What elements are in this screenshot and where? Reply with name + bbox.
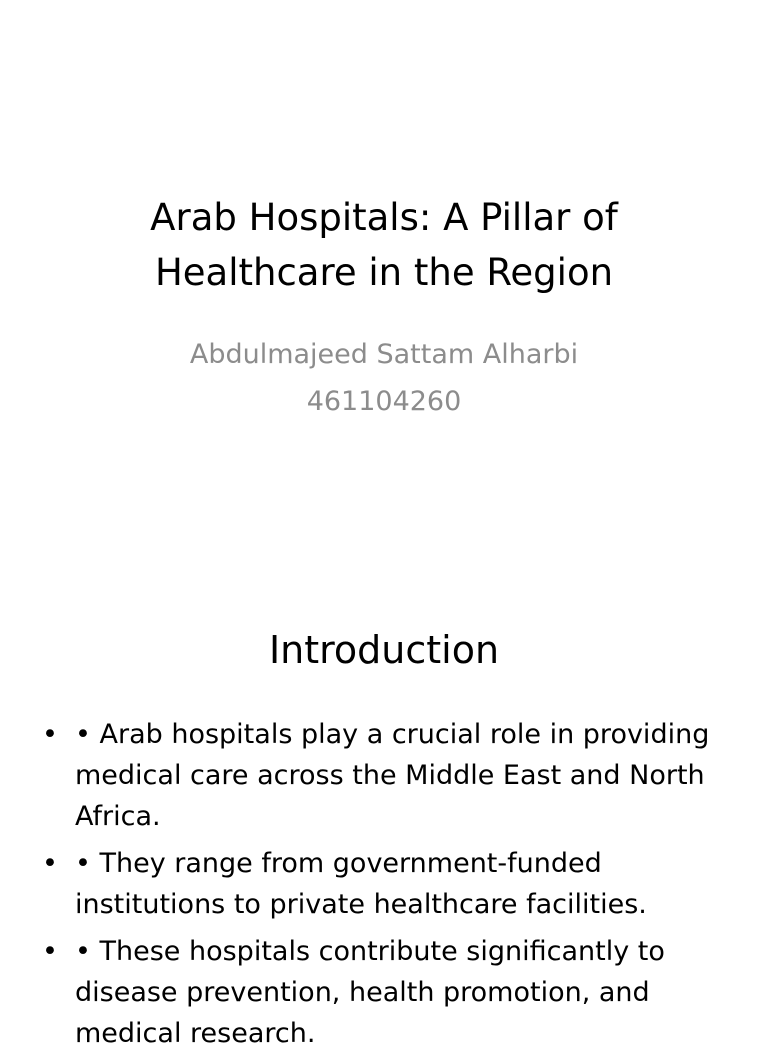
presentation-title: Arab Hospitals: A Pillar of Healthcare in the Region — [150, 196, 618, 294]
list-item — [40, 843, 730, 925]
introduction-slide — [0, 576, 768, 1049]
list-item — [40, 931, 730, 1054]
presentation-subtitle — [60, 331, 708, 425]
bullet-marker: • — [42, 848, 58, 879]
author-id: 461104260 — [306, 386, 462, 417]
bullet-text: • Arab hospitals play a crucial role in providing medical care across the Middle East and North Africa. — [75, 719, 710, 832]
bullet-text: • These hospitals contribute significantly to disease prevention, health promotion, and medical research. — [75, 936, 665, 1049]
bullet-text: • They range from government-funded institutions to private healthcare facilities. — [75, 848, 647, 920]
slide-title: Introduction — [268, 628, 500, 672]
author-name: Abdulmajeed Sattam Alharbi — [189, 339, 579, 370]
list-item — [40, 714, 730, 837]
bullet-marker: • — [42, 719, 58, 750]
bullet-marker: • — [42, 936, 58, 967]
bullet-list — [40, 714, 730, 1060]
